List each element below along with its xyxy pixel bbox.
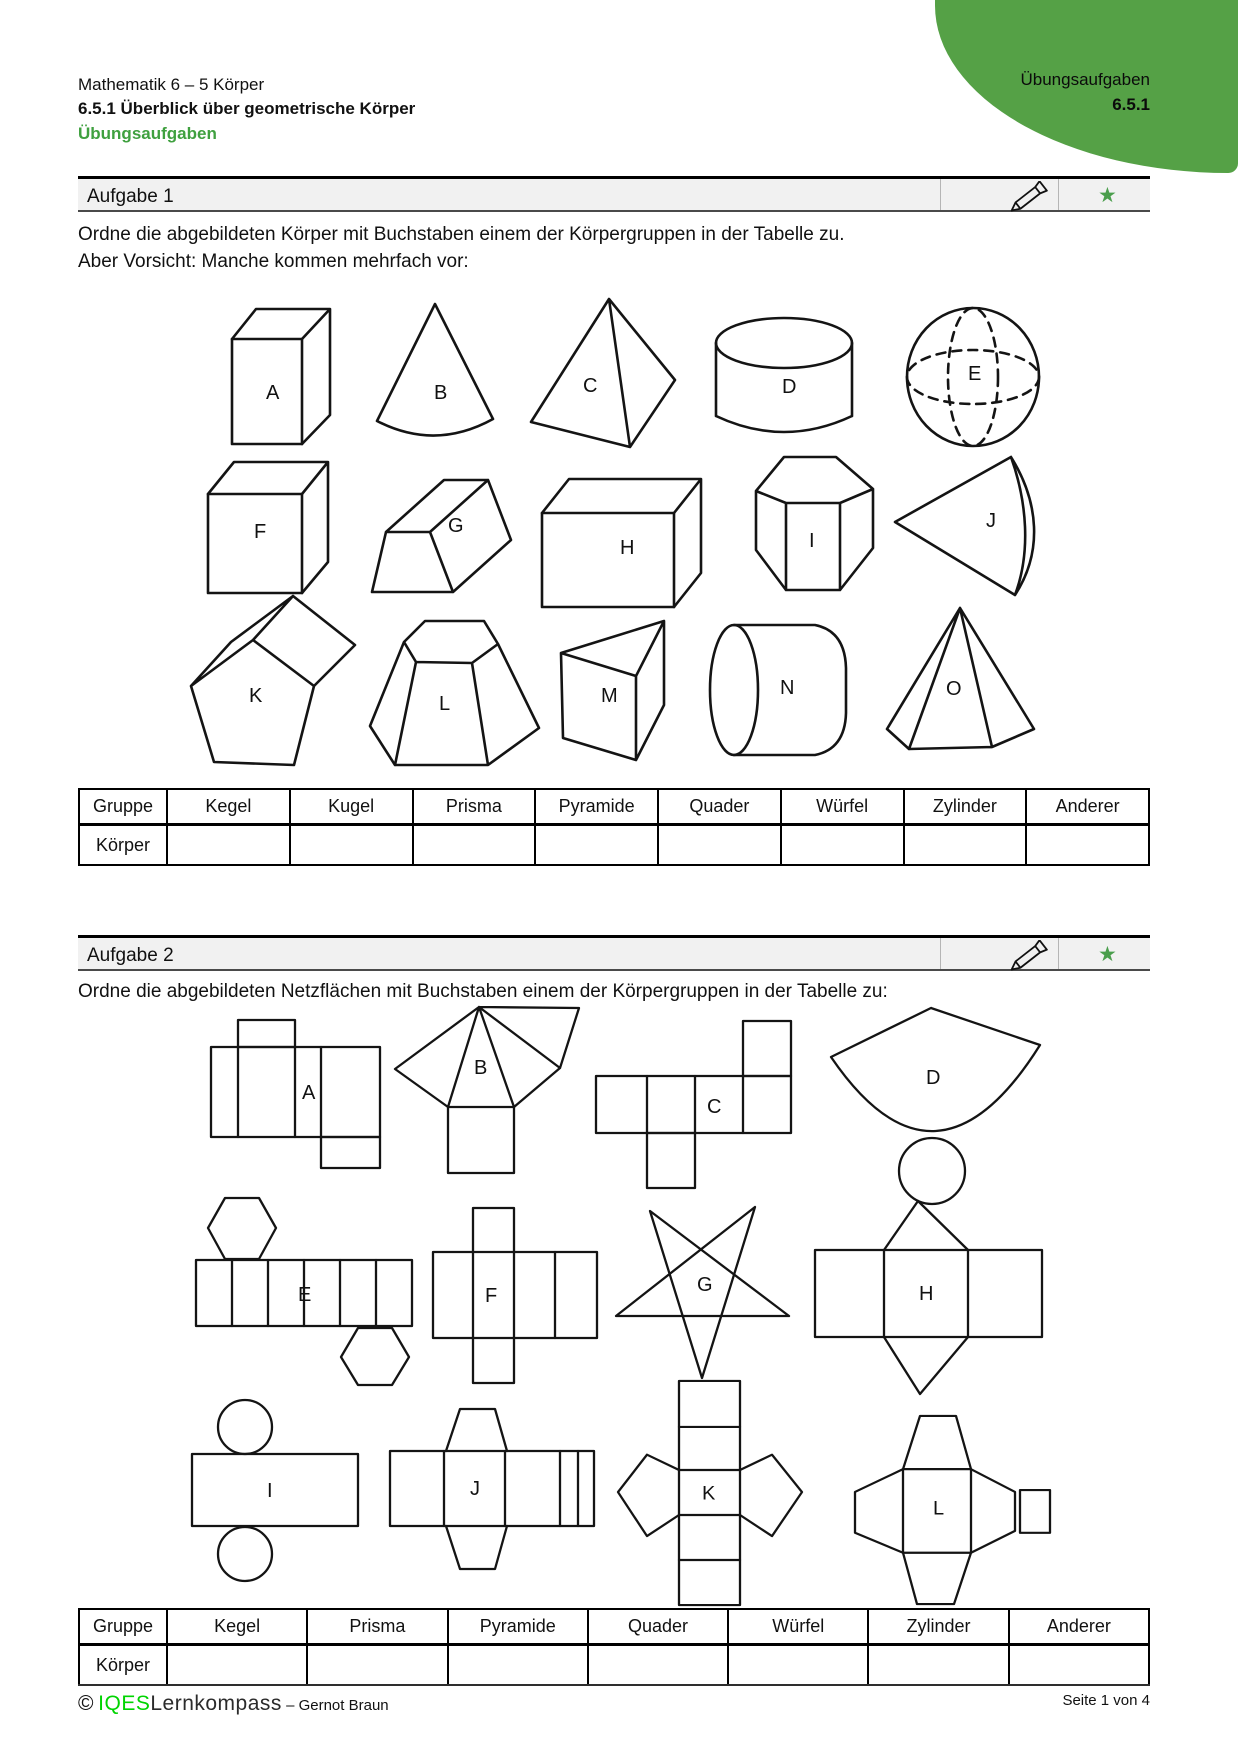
star-icon: ★ <box>1098 943 1117 966</box>
footer-author: – Gernot Braun <box>286 1697 389 1714</box>
answer-cell[interactable] <box>448 1645 588 1686</box>
solid-i-hex-prism <box>752 445 877 602</box>
table1-header-gruppe: Gruppe <box>79 789 167 825</box>
answer-cell[interactable] <box>1026 825 1149 866</box>
corner-badge <box>935 0 1238 173</box>
solid-g-prism <box>370 456 530 597</box>
svg-text:L: L <box>439 693 451 715</box>
divider <box>1058 179 1059 210</box>
table1-header-prisma: Prisma <box>413 789 536 825</box>
answer-cell[interactable] <box>535 825 658 866</box>
svg-text:J: J <box>986 510 996 532</box>
net-b-pyramid <box>395 1005 581 1175</box>
svg-text:I: I <box>809 530 815 552</box>
svg-text:C: C <box>707 1096 722 1118</box>
answer-cell[interactable] <box>290 825 413 866</box>
answer-cell[interactable] <box>868 1645 1008 1686</box>
net-j-prism <box>389 1408 598 1590</box>
header-section: Übungsaufgaben <box>78 124 217 143</box>
badge-number: 6.5.1 <box>1112 95 1150 114</box>
net-i-cylinder <box>191 1399 359 1585</box>
table2-header-prisma: Prisma <box>307 1609 447 1645</box>
table1-row-label: Körper <box>79 825 167 866</box>
net-c-cube <box>595 1020 792 1190</box>
svg-text:M: M <box>601 685 618 707</box>
net-g-star <box>614 1207 789 1382</box>
table2-header-wuerfel: Würfel <box>728 1609 868 1645</box>
answer-cell[interactable] <box>658 825 781 866</box>
table1-header-pyramide: Pyramide <box>535 789 658 825</box>
svg-text:E: E <box>298 1284 312 1306</box>
svg-text:D: D <box>782 376 797 398</box>
task2-bar <box>78 935 1150 971</box>
svg-text:K: K <box>249 685 263 707</box>
answer-cell[interactable] <box>167 825 290 866</box>
net-k-pent-prism <box>617 1380 803 1606</box>
star-icon: ★ <box>1098 184 1117 207</box>
divider <box>1058 938 1059 969</box>
task2-title: Aufgabe 2 <box>87 945 174 966</box>
solid-o-pyramid <box>885 605 1034 766</box>
svg-text:H: H <box>919 1283 934 1305</box>
table2-header-pyramide: Pyramide <box>448 1609 588 1645</box>
solid-h-cuboid <box>539 473 719 611</box>
solid-j-cone-side <box>893 447 1043 605</box>
net-l-frustum <box>854 1415 1052 1605</box>
solid-a-cuboid <box>228 303 336 448</box>
svg-text:H: H <box>620 537 635 559</box>
header-chapter: 6.5.1 Überblick über geometrische Körper <box>78 99 416 118</box>
solid-l-frustum <box>368 617 539 767</box>
solid-m-tri-prism <box>559 617 668 767</box>
table1-header-kugel: Kugel <box>290 789 413 825</box>
table2-header-quader: Quader <box>588 1609 728 1645</box>
svg-text:F: F <box>485 1285 498 1307</box>
solid-c-pyramid <box>525 292 677 450</box>
table1-header-anderer: Anderer <box>1026 789 1149 825</box>
svg-text:D: D <box>926 1067 941 1089</box>
svg-text:L: L <box>933 1498 945 1520</box>
solid-b-cone <box>370 300 500 450</box>
svg-text:E: E <box>968 363 982 385</box>
solid-e-sphere <box>905 306 1041 448</box>
task1-bar <box>78 176 1150 212</box>
answer-cell[interactable] <box>904 825 1027 866</box>
answer-cell[interactable] <box>167 1645 307 1686</box>
copyright-icon: © <box>78 1692 94 1715</box>
svg-text:G: G <box>697 1274 713 1296</box>
footer-divider <box>78 1684 1150 1686</box>
table1-header-zylinder: Zylinder <box>904 789 1027 825</box>
answer-cell[interactable] <box>307 1645 447 1686</box>
table1-header-quader: Quader <box>658 789 781 825</box>
svg-text:K: K <box>702 1483 716 1505</box>
net-f-cuboid <box>432 1207 598 1384</box>
table1-header-kegel: Kegel <box>167 789 290 825</box>
net-d-cone <box>831 1007 1041 1209</box>
header-subject: Mathematik 6 – 5 Körper <box>78 75 265 94</box>
brand-iqes: IQES <box>98 1692 151 1715</box>
table2-header-kegel: Kegel <box>167 1609 307 1645</box>
solid-d-cylinder <box>712 311 857 448</box>
footer-page-number: Seite 1 von 4 <box>1062 1692 1150 1709</box>
table2-header-anderer: Anderer <box>1009 1609 1149 1645</box>
svg-text:I: I <box>267 1480 273 1502</box>
answer-cell[interactable] <box>781 825 904 866</box>
divider <box>940 179 941 210</box>
svg-text:A: A <box>302 1082 316 1104</box>
svg-text:C: C <box>583 375 598 397</box>
net-h-tri-prism <box>814 1191 1043 1396</box>
svg-text:F: F <box>254 521 267 543</box>
svg-text:J: J <box>470 1478 480 1500</box>
svg-text:B: B <box>474 1057 488 1079</box>
task1-instruction-2: Aber Vorsicht: Manche kommen mehrfach vor: <box>78 251 469 272</box>
answer-cell[interactable] <box>728 1645 868 1686</box>
task1-instruction-1: Ordne die abgebildeten Körper mit Buchstaben einem der Körpergruppen in der Tabelle zu. <box>78 224 845 245</box>
solid-k-pent-prism <box>189 595 357 767</box>
net-e-hex-prism <box>195 1196 413 1387</box>
table2-row-label: Körper <box>79 1645 167 1686</box>
divider <box>940 938 941 969</box>
answer-cell[interactable] <box>588 1645 728 1686</box>
task2-instruction-1: Ordne die abgebildeten Netzflächen mit Buchstaben einem der Körpergruppen in der Tabelle zu: <box>78 981 888 1002</box>
svg-text:N: N <box>780 677 795 699</box>
svg-text:O: O <box>946 678 962 700</box>
svg-text:G: G <box>448 515 464 537</box>
footer-brand <box>78 1692 389 1716</box>
answer-cell[interactable] <box>413 825 536 866</box>
answer-cell[interactable] <box>1009 1645 1149 1686</box>
badge-title: Übungsaufgaben <box>1020 70 1150 89</box>
pencil-icon <box>1006 940 1052 977</box>
table1-header-wuerfel: Würfel <box>781 789 904 825</box>
svg-text:A: A <box>266 382 280 404</box>
pencil-icon <box>1006 181 1052 218</box>
table2-header-zylinder: Zylinder <box>868 1609 1008 1645</box>
svg-text:B: B <box>434 382 448 404</box>
brand-lernkompass: Lernkompass <box>150 1692 282 1715</box>
solid-f-cube <box>204 454 339 597</box>
task2-table <box>78 1608 1150 1686</box>
task1-title: Aufgabe 1 <box>87 186 174 207</box>
table2-header-gruppe: Gruppe <box>79 1609 167 1645</box>
task1-table <box>78 788 1150 866</box>
solid-n-cylinder-side <box>707 623 847 758</box>
net-a-cuboid <box>210 1019 381 1169</box>
